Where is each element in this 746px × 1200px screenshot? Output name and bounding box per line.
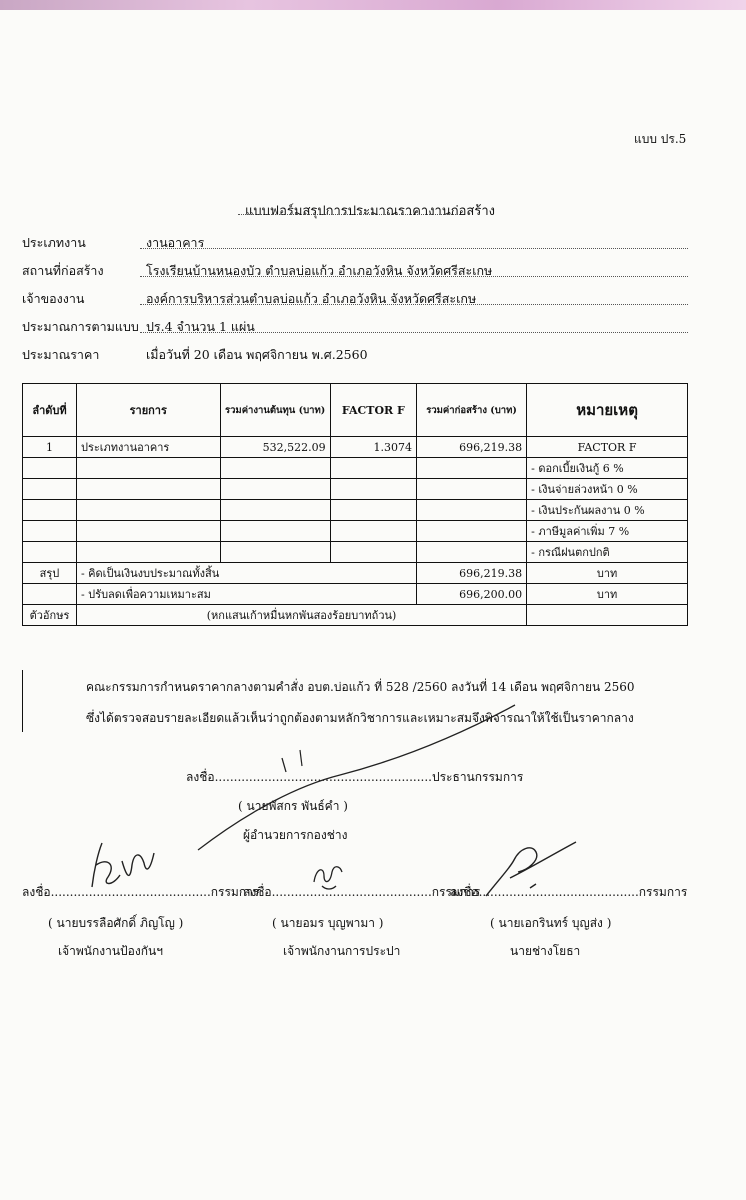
title-underline [238, 214, 460, 215]
summary-budget-value: 696,219.38 [417, 563, 527, 584]
cell-factor: 1.3074 [330, 437, 416, 458]
header-item: รายการ [76, 384, 220, 437]
chair-name: ( นายพัสกร พันธ์คำ ) [238, 799, 348, 813]
summary-label: สรุป [23, 563, 77, 584]
cell-remark-title: FACTOR F [527, 437, 688, 458]
header-remark: หมายเหตุ [527, 384, 688, 437]
field-value-estimate-by-plan: ปร.4 จำนวน 1 แผ่น [146, 319, 255, 334]
member2-sign-line: ลงชื่อ..........................................กรรมการ [243, 885, 481, 899]
field-line [140, 248, 688, 249]
letters-row [23, 605, 688, 626]
field-value-work-type: งานอาคาร [146, 235, 205, 250]
header-cost: รวมค่างานต้นทุน (บาท) [220, 384, 330, 437]
table-header-row [23, 384, 688, 437]
member3-signature [480, 838, 580, 904]
summary-row [23, 563, 688, 584]
summary-adjusted-value: 696,200.00 [417, 584, 527, 605]
table-row [23, 521, 688, 542]
chair-sign-line: ลงชื่อ.........................................................ประธานกรรมการ [186, 770, 524, 784]
field-line [140, 276, 688, 277]
field-value-owner: องค์การบริหารส่วนตำบลบ่อแก้ว อำเภอวังหิน จังหวัดศรีสะเกษ [146, 291, 477, 306]
header-no: ลำดับที่ [23, 384, 77, 437]
field-label-estimate-by-plan: ประมาณการตามแบบ [22, 319, 139, 334]
field-value-site: โรงเรียนบ้านหนองบัว ตำบลบ่อแก้ว อำเภอวังหิน จังหวัดศรีสะเกษ [146, 263, 493, 278]
form-code: แบบ ปร.5 [634, 132, 687, 146]
field-label-owner: เจ้าของงาน [22, 291, 85, 306]
remark-advance: - เงินจ่ายล่วงหน้า 0 % [527, 479, 688, 500]
cell-no: 1 [23, 437, 77, 458]
table-row [23, 542, 688, 563]
field-label-estimate-date: ประมาณราคา [22, 347, 100, 362]
remark-guarantee: - เงินประกันผลงาน 0 % [527, 500, 688, 521]
cell-total: 696,219.38 [417, 437, 527, 458]
summary-adjusted-text: - ปรับลดเพื่อความเหมาะสม [76, 584, 416, 605]
remark-rain: - กรณีฝนตกปกติ [527, 542, 688, 563]
member1-signature [82, 835, 162, 895]
remark-vat: - ภาษีมูลค่าเพิ่ม 7 % [527, 521, 688, 542]
field-value-estimate-date: เมื่อวันที่ 20 เดือน พฤศจิกายน พ.ศ.2560 [146, 347, 368, 362]
summary-adjusted-unit: บาท [527, 584, 688, 605]
field-label-site: สถานที่ก่อสร้าง [22, 263, 104, 278]
field-line [140, 332, 688, 333]
cell-cost: 532,522.09 [220, 437, 330, 458]
remark-interest: - ดอกเบี้ยเงินกู้ 6 % [527, 458, 688, 479]
member1-name: ( นายบรรลือศักดิ์ ภิญโญ ) [48, 916, 184, 930]
field-label-work-type: ประเภทงาน [22, 235, 86, 250]
page-top-edge [0, 0, 746, 10]
chair-position: ผู้อำนวยการกองช่าง [243, 828, 348, 842]
table-row [23, 500, 688, 521]
committee-order-text: คณะกรรมการกำหนดราคากลางตามคำสั่ง อบต.บ่อแก้ว ที่ 528 /2560 ลงวันที่ 14 เดือน พฤศจิกายน 2560 [86, 680, 635, 694]
document-title: แบบฟอร์มสรุปการประมาณราคางานก่อสร้าง [245, 204, 495, 219]
summary-budget-text: - คิดเป็นเงินงบประมาณทั้งสิ้น [76, 563, 416, 584]
table-row [23, 458, 688, 479]
header-factor: FACTOR F [330, 384, 416, 437]
cell-item: ประเภทงานอาคาร [76, 437, 220, 458]
summary-row [23, 584, 688, 605]
member1-position: เจ้าพนักงานป้องกันฯ [58, 944, 163, 958]
member3-position: นายช่างโยธา [510, 944, 581, 958]
letters-label: ตัวอักษร [23, 605, 77, 626]
member2-signature [308, 858, 348, 894]
member2-name: ( นายอมร บุญพามา ) [272, 916, 384, 930]
member3-name: ( นายเอกรินทร์ บุญส่ง ) [490, 916, 612, 930]
member3-sign-line: ลงชื่อ..........................................กรรมการ [450, 885, 688, 899]
member2-position: เจ้าพนักงานการประปา [283, 944, 401, 958]
estimate-table [22, 383, 688, 626]
table-row [23, 479, 688, 500]
field-line [140, 304, 688, 305]
member1-sign-line: ลงชื่อ..........................................กรรมการ [22, 885, 260, 899]
table-row [23, 437, 688, 458]
committee-approval-text: ซึ่งได้ตรวจสอบรายละเอียดแล้วเห็นว่าถูกต้องตามหลักวิชาการและเหมาะสมจึงพิจารณาให้ใช้เป็นราคากลาง [86, 711, 634, 725]
summary-budget-unit: บาท [527, 563, 688, 584]
chair-signature [190, 690, 520, 860]
letters-value: (หกแสนเก้าหมื่นหกพันสองร้อยบาทถ้วน) [76, 605, 526, 626]
margin-line [22, 670, 23, 732]
header-total: รวมค่าก่อสร้าง (บาท) [417, 384, 527, 437]
